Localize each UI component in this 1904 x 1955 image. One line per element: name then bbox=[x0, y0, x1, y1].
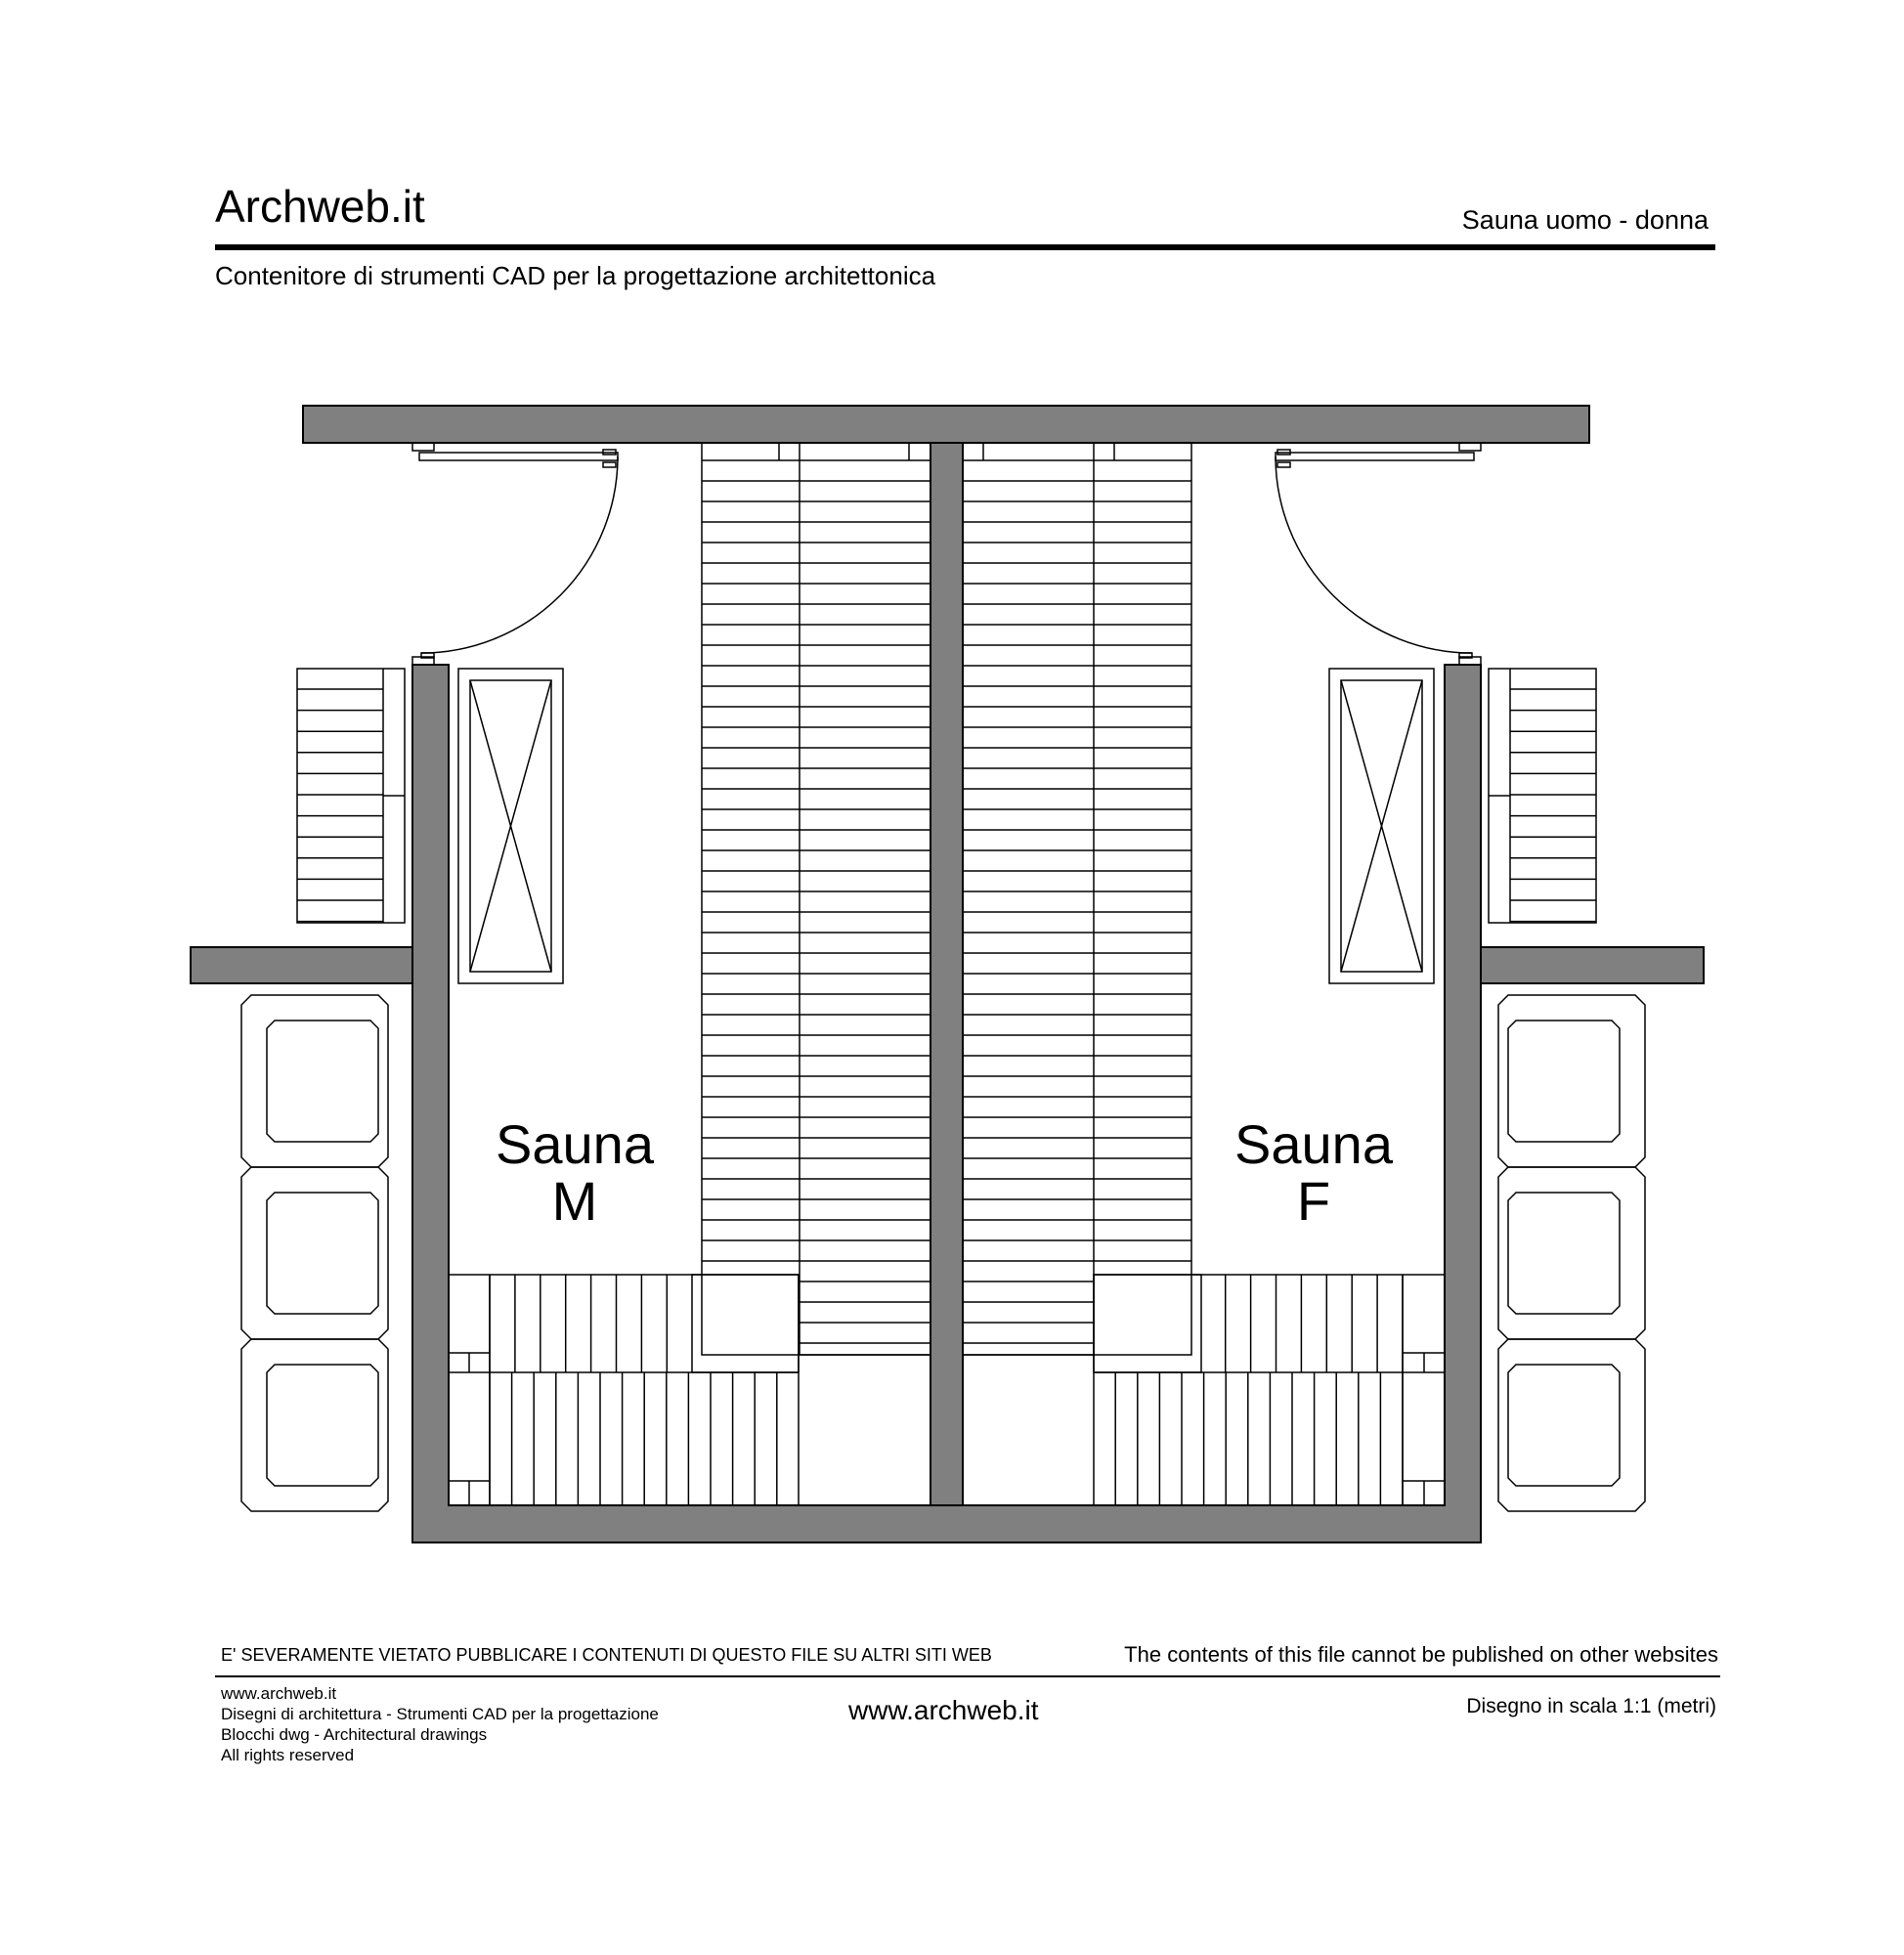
footer-url: www.archweb.it bbox=[848, 1695, 1039, 1725]
scale-note: Disegno in scala 1:1 (metri) bbox=[1466, 1695, 1716, 1717]
masonry-block bbox=[1498, 1167, 1645, 1339]
walls bbox=[191, 406, 1704, 1542]
heater-right bbox=[1329, 669, 1434, 983]
room-label-sauna-m bbox=[418, 1113, 731, 1232]
footer-rule bbox=[215, 1675, 1720, 1677]
door-right bbox=[1276, 443, 1481, 665]
room-label-line1: Sauna bbox=[1234, 1113, 1393, 1175]
drawing-title: Sauna uomo - donna bbox=[1461, 205, 1709, 235]
brand-title: Archweb.it bbox=[215, 181, 425, 232]
heater-left bbox=[458, 669, 563, 983]
footer-line-3: Blocchi dwg - Architectural drawings bbox=[221, 1725, 488, 1744]
lower-bench-left bbox=[449, 1275, 930, 1505]
left-ledge-wall bbox=[191, 947, 412, 983]
footer-line-4: All rights reserved bbox=[221, 1746, 355, 1764]
masonry-block bbox=[1498, 995, 1645, 1167]
masonry-block bbox=[241, 995, 388, 1167]
right-ledge-wall bbox=[1481, 947, 1704, 983]
room-label-sauna-f bbox=[1157, 1113, 1470, 1232]
door-left bbox=[412, 443, 618, 665]
room-label-line2: F bbox=[1296, 1170, 1331, 1232]
warning-italian: E' SEVERAMENTE VIETATO PUBBLICARE I CONTENUTI DI QUESTO FILE SU ALTRI SITI WEB bbox=[221, 1645, 992, 1665]
exterior-bench-right bbox=[1489, 669, 1596, 923]
masonry-block bbox=[1498, 1339, 1645, 1511]
footer-credits bbox=[221, 1683, 659, 1765]
footer-site: www.archweb.it bbox=[221, 1684, 337, 1703]
masonry-block bbox=[241, 1339, 388, 1511]
upper-bench-left bbox=[702, 443, 930, 1355]
top-wall bbox=[303, 406, 1589, 443]
warning-english: The contents of this file cannot be published on other websites bbox=[1124, 1642, 1718, 1667]
room-label-line1: Sauna bbox=[496, 1113, 654, 1175]
masonry-block bbox=[241, 1167, 388, 1339]
center-divider-wall bbox=[930, 443, 963, 1505]
exterior-bench-left bbox=[297, 669, 405, 923]
room-label-line2: M bbox=[551, 1170, 598, 1232]
subtitle: Contenitore di strumenti CAD per la progettazione architettonica bbox=[215, 261, 936, 290]
footer-line-2: Disegni di architettura - Strumenti CAD per la progettazione bbox=[221, 1705, 659, 1723]
